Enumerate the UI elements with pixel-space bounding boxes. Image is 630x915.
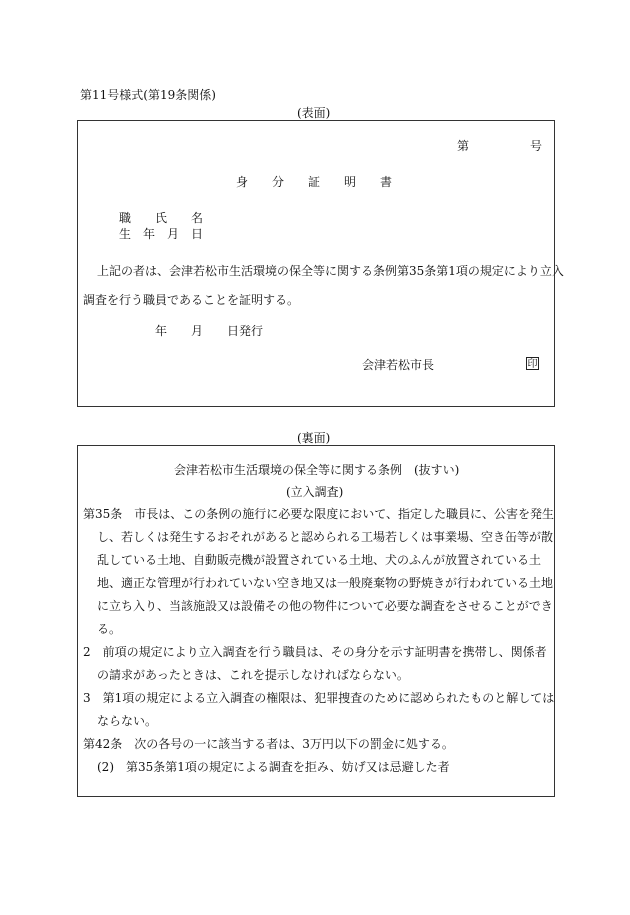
back-card (77, 445, 555, 797)
article-line: (2) 第35条第1項の規定による調査を拒み、妨げ又は忌避した者 (97, 760, 450, 774)
article-line: 地、適正な管理が行われていない空き地又は一般廃棄物の野焼きが行われている土地 (97, 576, 554, 590)
article-line: の請求があったときは、これを提示しなければならない。 (97, 668, 409, 682)
article-line: に立ち入り、当該施設又は設備その他の物件について必要な調査をさせることができ (97, 599, 553, 613)
seal-mark: 印 (527, 359, 538, 370)
issuer-name: 会津若松市長 (362, 358, 435, 372)
article-line: し、若しくは発生するおそれがあると認められる工場若しくは事業場、空き缶等が散 (97, 530, 554, 544)
back-side-label: (裏面) (297, 431, 331, 445)
issue-date: 年 月 日発行 (155, 324, 264, 338)
front-card (77, 120, 564, 407)
certificate-title: 身 分 証 明 書 (236, 175, 393, 189)
article-line: 第42条 次の各号の一に該当する者は、3万円以下の罰金に処する。 (83, 737, 454, 751)
certificate-body-line-2: 調査を行う職員であることを証明する。 (83, 293, 300, 307)
ordinance-title: 会津若松市生活環境の保全等に関する条例 (抜すい) (174, 463, 460, 477)
article-line: 第35条 市長は、この条例の施行に必要な限度において、指定した職員に、公害を発生 (83, 507, 555, 521)
certificate-body-line-1: 上記の者は、会津若松市生活環境の保全等に関する条例第35条第1項の規定により立入 (97, 264, 564, 278)
field-birth-date: 生 年 月 日 (119, 227, 204, 241)
front-side-label: (表面) (297, 106, 331, 120)
article-line: 3 第1項の規定による立入調査の権限は、犯罪捜査のために認められたものと解しては (83, 691, 555, 705)
ordinance-subtitle: (立入調査) (286, 485, 344, 499)
article-line: 乱している土地、自動販売機が設置されている土地、犬のふんが放置されている土 (97, 553, 542, 567)
certificate-number-dai: 第 (457, 139, 470, 153)
form-number-label: 第11号様式(第19条関係) (80, 88, 216, 102)
article-line: る。 (97, 622, 122, 636)
field-staff-name: 職 氏 名 (119, 211, 204, 225)
article-line: 2 前項の規定により立入調査を行う職員は、その身分を示す証明書を携帯し、関係者 (83, 645, 547, 659)
certificate-number-go: 号 (530, 139, 543, 153)
article-line: ならない。 (97, 714, 158, 728)
